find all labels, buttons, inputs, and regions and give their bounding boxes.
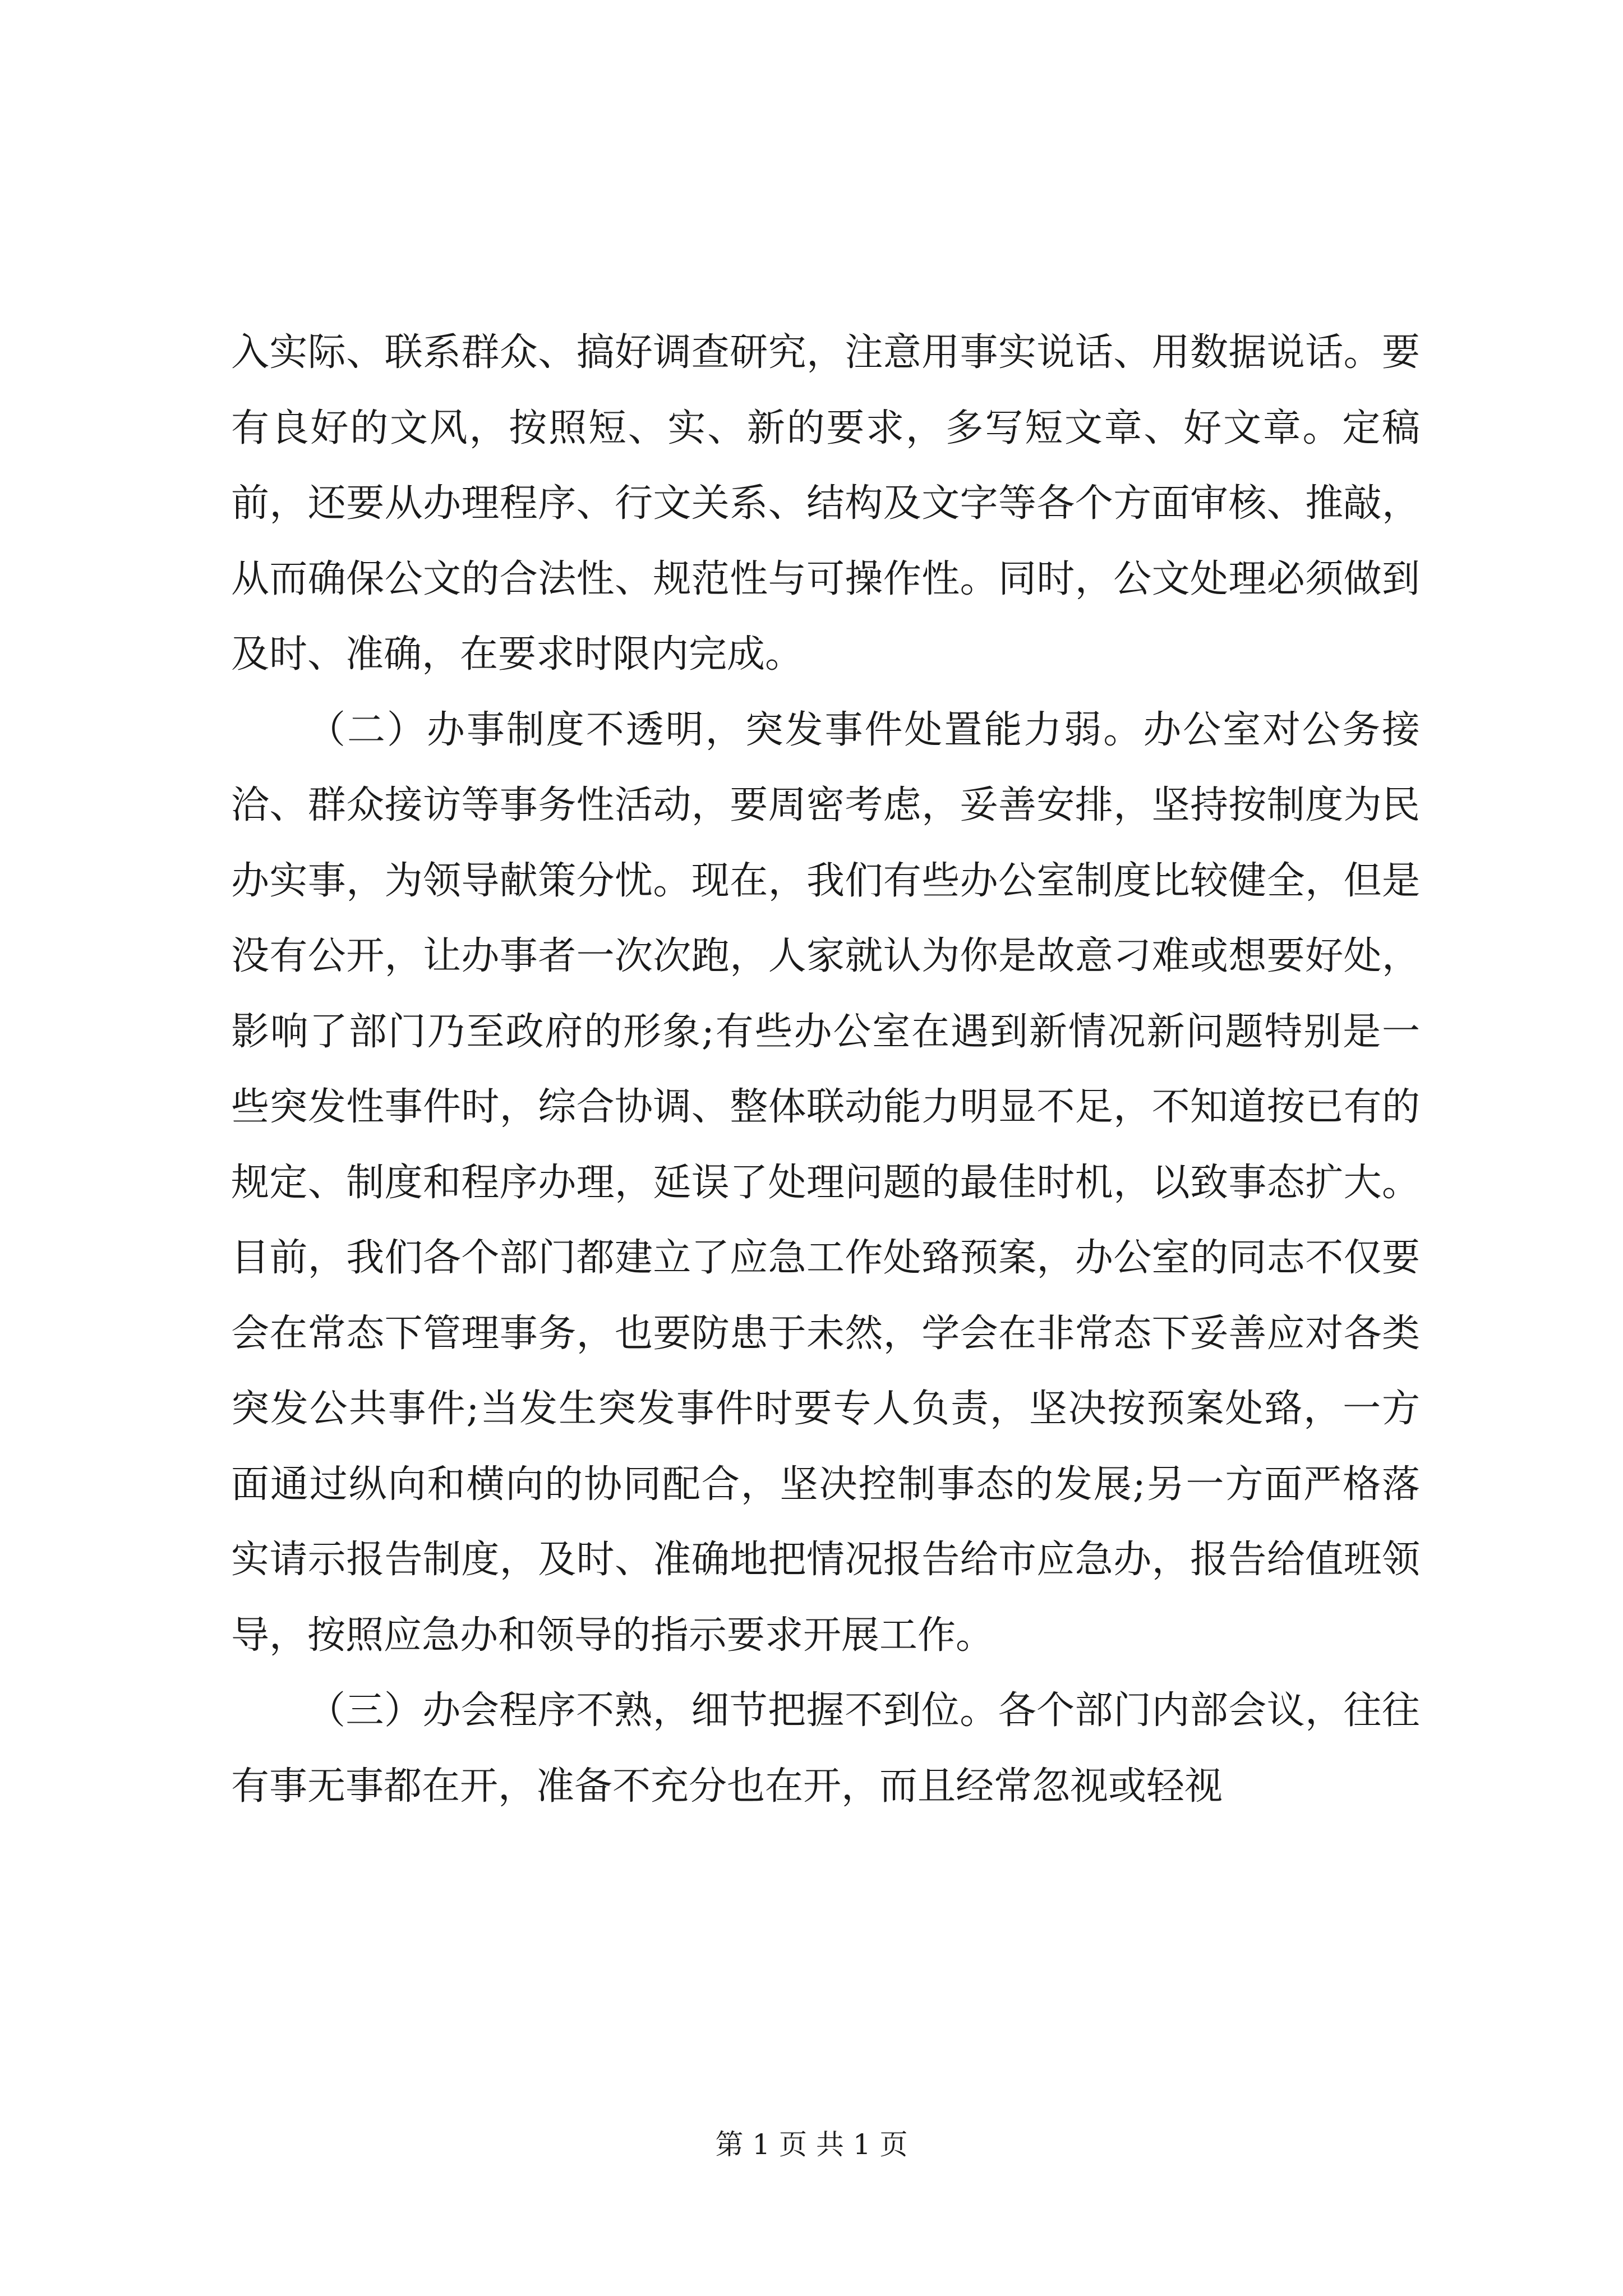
document-body	[231, 315, 1420, 1824]
paragraph-3: （三）办会程序不熟，细节把握不到位。各个部门内部会议，往往有事无事都在开，准备不充分也在开，而且经常忽视或轻视	[231, 1688, 1420, 1809]
page-number-footer: 第 1 页 共 1 页	[715, 2128, 908, 2161]
paragraph-2: （二）办事制度不透明，突发事件处置能力弱。办公室对公务接洽、群众接访等事务性活动，要周密考虑，妥善安排，坚持按制度为民办实事，为领导献策分忧。现在，我们有些办公室制度比较健全，但是没有公开，让办事者一次次跑，人家就认为你是故意刁难或想要好处，影响了部门乃至政府的形象;有些办公室在遇到新情况新问题特别是一些突发性事件时，综合协调、整体联动能力明显不足，不知道按已有的规定、制度和程序办理，延误了处理问题的最佳时机，以致事态扩大。目前，我们各个部门都建立了应急工作处臵预案，办公室的同志不仅要会在常态下管理事务，也要防患于未然，学会在非常态下妥善应对各类突发公共事件;当发生突发事件时要专人负责，坚决按预案处臵，一方面通过纵向和横向的协同配合，坚决控制事态的发展;另一方面严格落实请示报告制度，及时、准确地把情况报告给市应急办，报告给值班领导，按照应急办和领导的指示要求开展工作。	[231, 707, 1420, 1658]
paragraph-1: 入实际、联系群众、搞好调查研究，注意用事实说话、用数据说话。要有良好的文风，按照短、实、新的要求，多写短文章、好文章。定稿前，还要从办理程序、行文关系、结构及文字等各个方面审核、推敲，从而确保公文的合法性、规范性与可操作性。同时，公文处理必须做到及时、准确，在要求时限内完成。	[231, 330, 1420, 677]
